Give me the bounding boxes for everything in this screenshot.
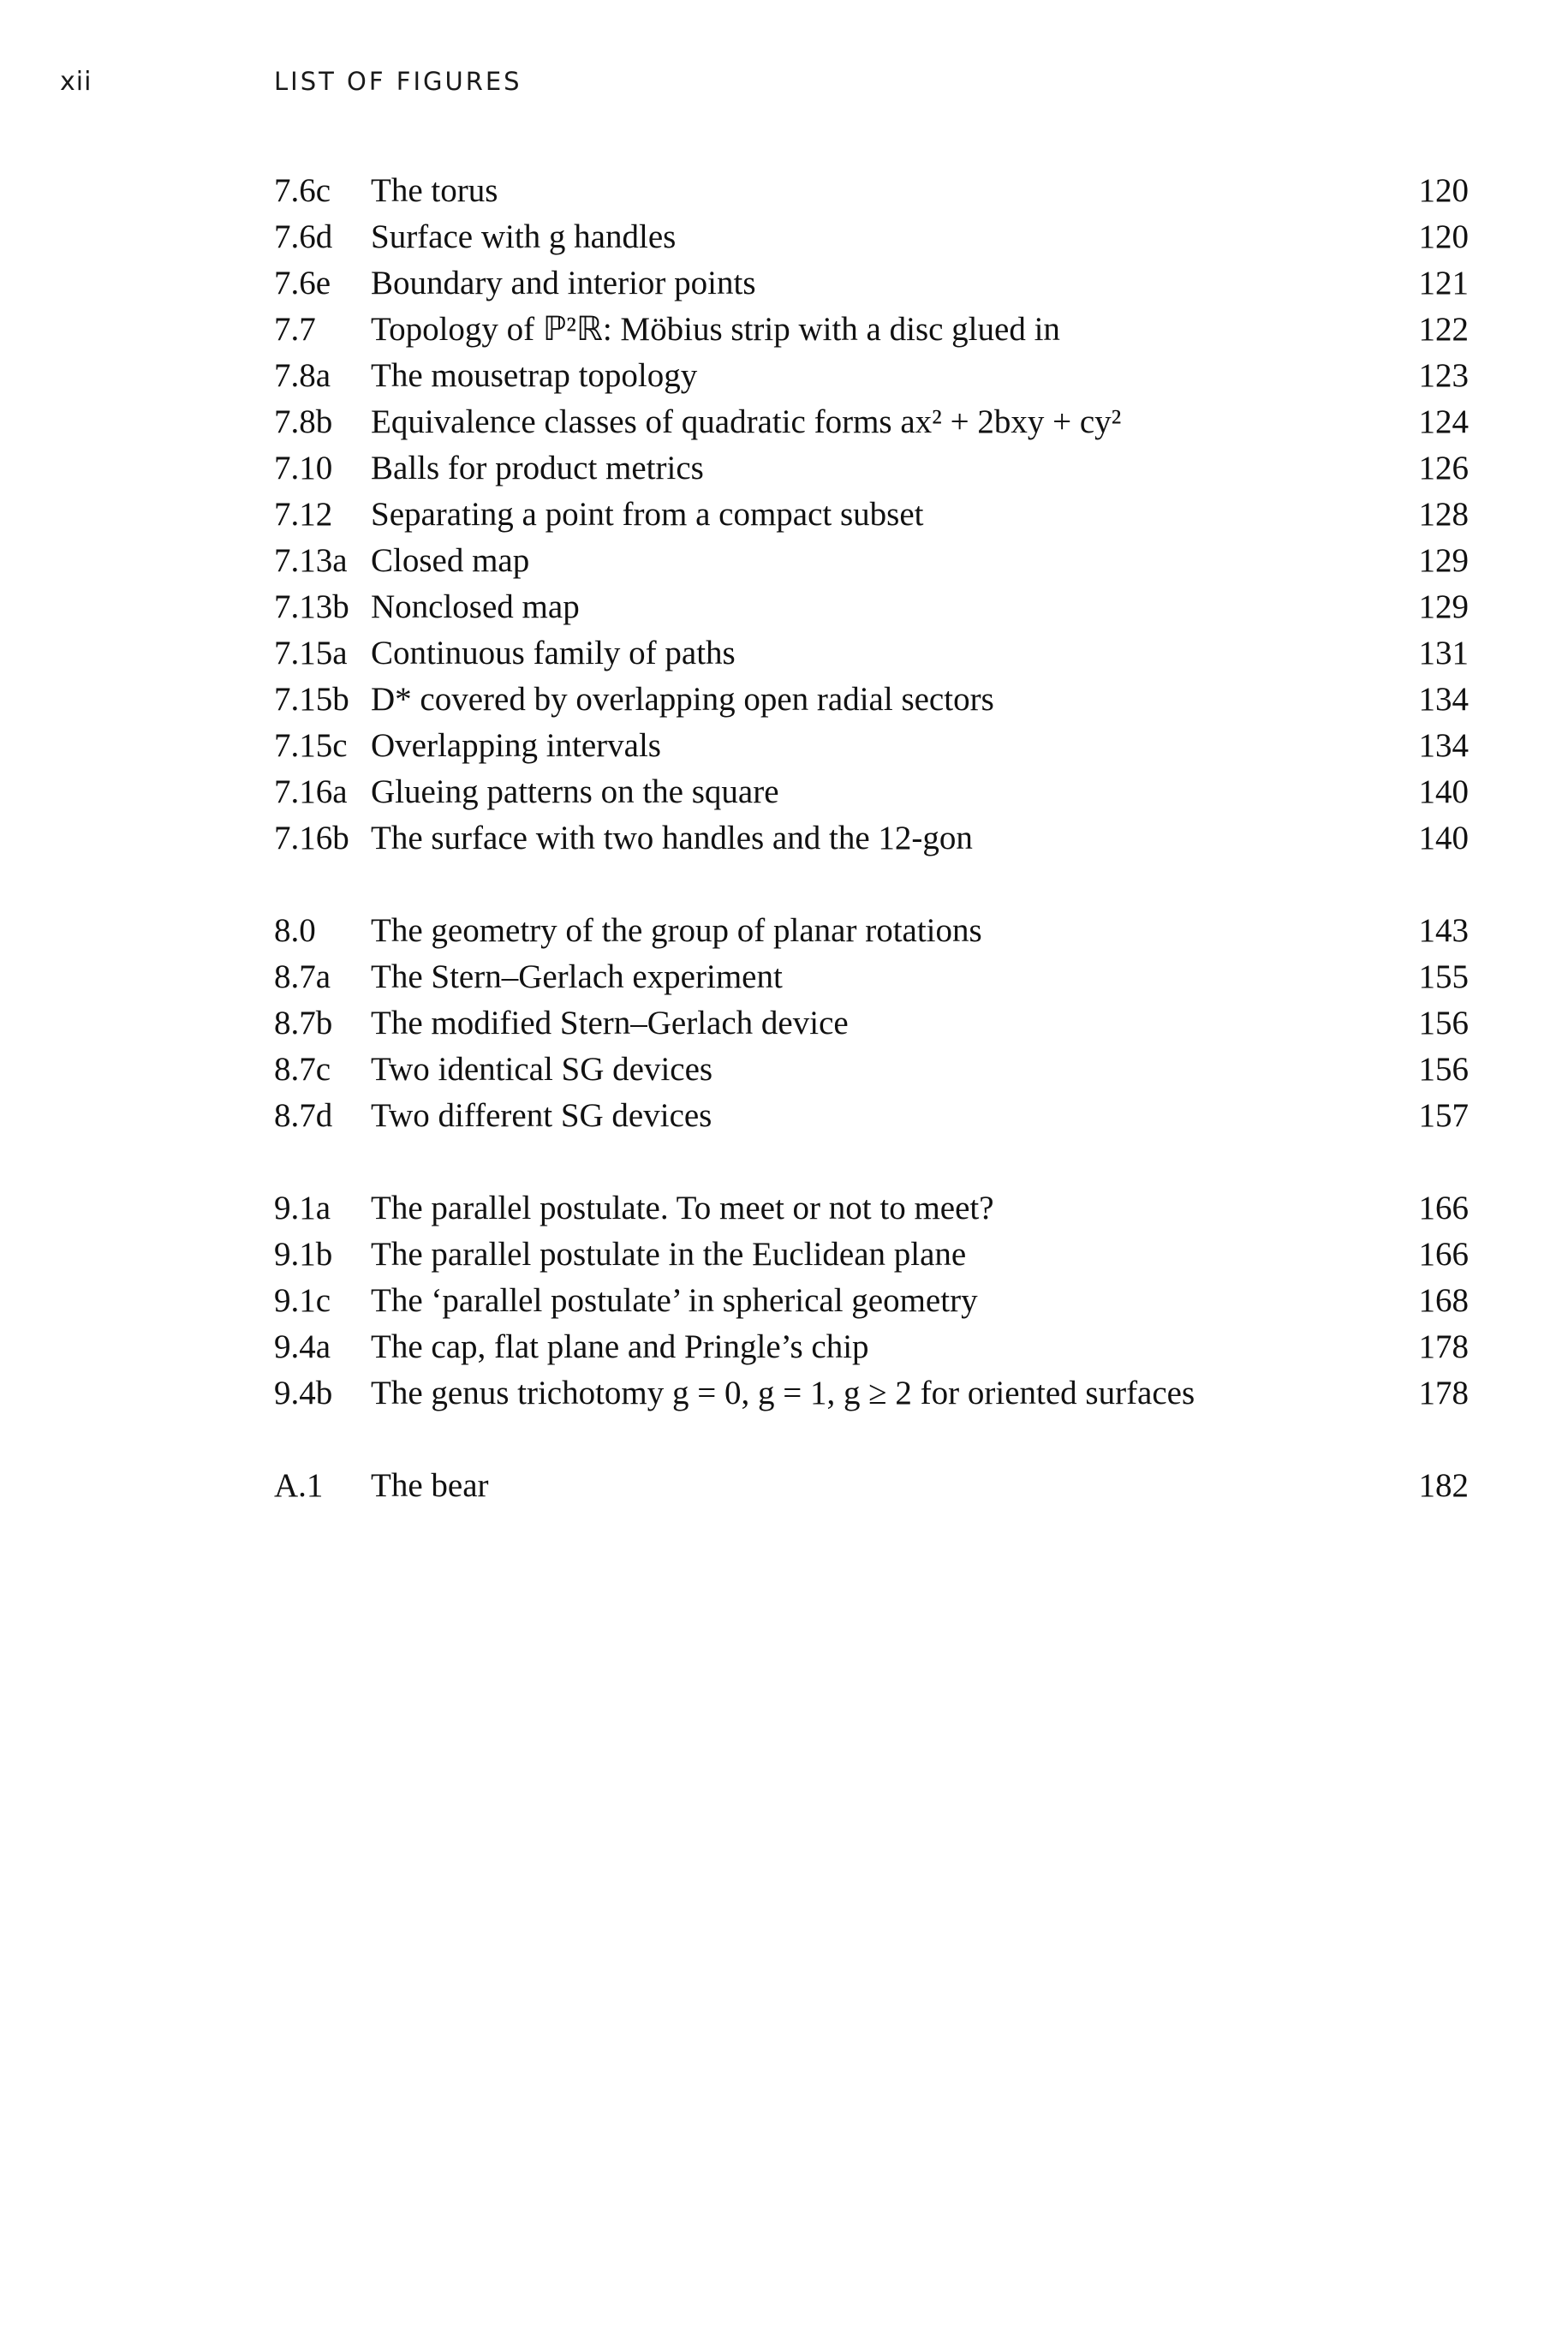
figure-group-appendix xyxy=(274,1466,1469,1513)
figure-page: 122 xyxy=(1418,311,1469,348)
figure-number: 9.4a xyxy=(274,1328,331,1365)
figure-page: 134 xyxy=(1418,727,1469,764)
figure-title: Glueing patterns on the square xyxy=(371,773,779,810)
figure-group-chapter-7 xyxy=(274,171,1469,865)
figure-number: 7.15b xyxy=(274,681,349,718)
figure-title: Closed map xyxy=(371,542,530,579)
figure-entry xyxy=(274,1004,1469,1050)
figure-number: 7.15c xyxy=(274,727,348,764)
figure-title: Two identical SG devices xyxy=(371,1051,713,1088)
figure-page: 140 xyxy=(1418,820,1469,856)
figure-number: 7.8b xyxy=(274,403,333,440)
figure-title: The mousetrap topology xyxy=(371,357,698,394)
figure-page: 134 xyxy=(1418,681,1469,718)
figure-page: 166 xyxy=(1418,1236,1469,1273)
figure-entry xyxy=(274,1374,1469,1420)
figure-number: 7.12 xyxy=(274,496,333,533)
figure-number: 9.1c xyxy=(274,1282,331,1319)
figure-number: 7.6e xyxy=(274,265,331,301)
figure-title: The torus xyxy=(371,172,498,209)
figure-entry xyxy=(274,264,1469,310)
figure-page: 155 xyxy=(1418,958,1469,995)
figure-title: Equivalence classes of quadratic forms ax² + 2bxy + cy² xyxy=(371,403,1122,440)
figure-number: 7.6d xyxy=(274,218,333,255)
figure-entry xyxy=(274,1466,1469,1513)
figure-page: 182 xyxy=(1418,1467,1469,1504)
figure-entry xyxy=(274,495,1469,541)
figure-page: 124 xyxy=(1418,403,1469,440)
figure-number: A.1 xyxy=(274,1467,324,1504)
figure-title: Two different SG devices xyxy=(371,1097,712,1134)
figure-page: 128 xyxy=(1418,496,1469,533)
figure-entry xyxy=(274,310,1469,356)
figure-number: 9.4b xyxy=(274,1375,333,1411)
figure-page: 126 xyxy=(1418,450,1469,486)
figure-entry xyxy=(274,726,1469,773)
figure-title: The modified Stern–Gerlach device xyxy=(371,1005,849,1041)
figure-number: 7.15a xyxy=(274,635,348,671)
figure-entry xyxy=(274,634,1469,680)
figure-page: 131 xyxy=(1418,635,1469,671)
figure-title: Boundary and interior points xyxy=(371,265,756,301)
figure-title: The Stern–Gerlach experiment xyxy=(371,958,783,995)
figure-title: Topology of ℙ²ℝ: Möbius strip with a disc glued in xyxy=(371,311,1060,348)
running-head: LIST OF FIGURES xyxy=(274,67,522,96)
figure-entry xyxy=(274,449,1469,495)
figure-page: 120 xyxy=(1418,218,1469,255)
page-number: xii xyxy=(60,67,92,97)
figure-page: 129 xyxy=(1418,542,1469,579)
figure-number: 8.7a xyxy=(274,958,331,995)
figure-number: 8.7d xyxy=(274,1097,333,1134)
figure-number: 7.16b xyxy=(274,820,349,856)
figure-entry xyxy=(274,171,1469,218)
figure-title: The ‘parallel postulate’ in spherical geometry xyxy=(371,1282,978,1319)
figure-entry xyxy=(274,911,1469,958)
figure-title: The bear xyxy=(371,1467,489,1504)
figure-number: 9.1a xyxy=(274,1190,331,1226)
figure-entry xyxy=(274,1328,1469,1374)
figure-page: 121 xyxy=(1418,265,1469,301)
page-header xyxy=(60,67,1516,110)
figure-number: 7.13b xyxy=(274,588,349,625)
figure-number: 7.10 xyxy=(274,450,333,486)
figure-title: The cap, flat plane and Pringle’s chip xyxy=(371,1328,869,1365)
figure-number: 8.7b xyxy=(274,1005,333,1041)
figure-title: The geometry of the group of planar rotations xyxy=(371,912,982,949)
figure-entry xyxy=(274,1096,1469,1143)
figure-page: 156 xyxy=(1418,1005,1469,1041)
figure-entry xyxy=(274,1189,1469,1235)
list-of-figures xyxy=(274,171,1469,1559)
figure-entry xyxy=(274,588,1469,634)
figure-page: 166 xyxy=(1418,1190,1469,1226)
figure-page: 178 xyxy=(1418,1328,1469,1365)
figure-title: The surface with two handles and the 12-gon xyxy=(371,820,973,856)
figure-title: The parallel postulate. To meet or not to meet? xyxy=(371,1190,994,1226)
figure-page: 129 xyxy=(1418,588,1469,625)
figure-page: 120 xyxy=(1418,172,1469,209)
figure-entry xyxy=(274,1281,1469,1328)
figure-group-chapter-9 xyxy=(274,1189,1469,1420)
figure-entry xyxy=(274,680,1469,726)
figure-page: 123 xyxy=(1418,357,1469,394)
figure-page: 157 xyxy=(1418,1097,1469,1134)
figure-page: 156 xyxy=(1418,1051,1469,1088)
figure-title: The parallel postulate in the Euclidean plane xyxy=(371,1236,967,1273)
figure-page: 140 xyxy=(1418,773,1469,810)
figure-entry xyxy=(274,1050,1469,1096)
figure-entry xyxy=(274,403,1469,449)
figure-number: 9.1b xyxy=(274,1236,333,1273)
figure-number: 7.7 xyxy=(274,311,316,348)
figure-title: Separating a point from a compact subset xyxy=(371,496,924,533)
figure-entry xyxy=(274,819,1469,865)
figure-entry xyxy=(274,1235,1469,1281)
figure-title: Continuous family of paths xyxy=(371,635,736,671)
figure-title: Overlapping intervals xyxy=(371,727,661,764)
figure-entry xyxy=(274,218,1469,264)
figure-entry xyxy=(274,356,1469,403)
figure-title: Surface with g handles xyxy=(371,218,677,255)
figure-page: 168 xyxy=(1418,1282,1469,1319)
figure-title: D* covered by overlapping open radial sectors xyxy=(371,681,994,718)
figure-entry xyxy=(274,773,1469,819)
figure-title: Balls for product metrics xyxy=(371,450,704,486)
figure-page: 178 xyxy=(1418,1375,1469,1411)
figure-title: Nonclosed map xyxy=(371,588,580,625)
figure-number: 8.7c xyxy=(274,1051,331,1088)
figure-page: 143 xyxy=(1418,912,1469,949)
figure-title: The genus trichotomy g = 0, g = 1, g ≥ 2 for oriented surfaces xyxy=(371,1375,1195,1411)
figure-entry xyxy=(274,958,1469,1004)
figure-number: 7.13a xyxy=(274,542,348,579)
figure-number: 7.6c xyxy=(274,172,331,209)
figure-entry xyxy=(274,541,1469,588)
figure-group-chapter-8 xyxy=(274,911,1469,1143)
figure-number: 8.0 xyxy=(274,912,316,949)
figure-number: 7.8a xyxy=(274,357,331,394)
figure-number: 7.16a xyxy=(274,773,348,810)
